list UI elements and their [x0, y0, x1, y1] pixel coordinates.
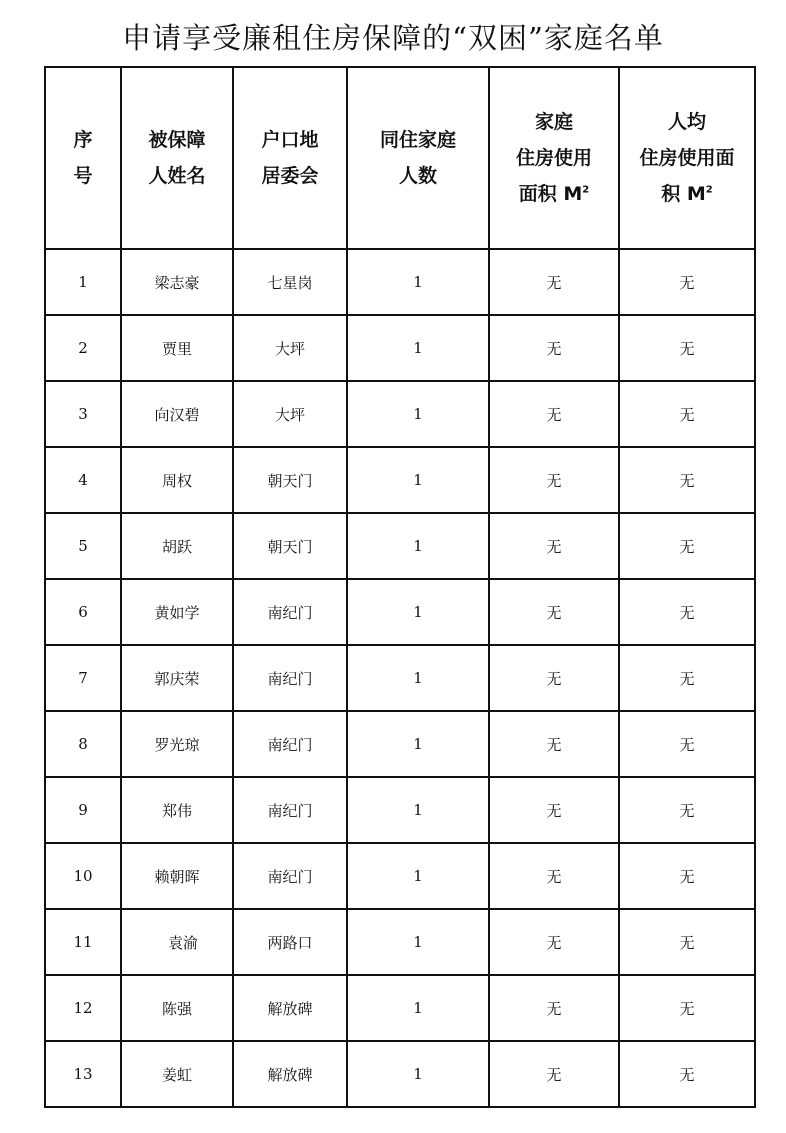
header-line: 住房使用 — [515, 147, 592, 169]
cell-members: 1 — [347, 777, 489, 843]
cell-members: 1 — [347, 975, 489, 1041]
header-line: 同住家庭 — [379, 129, 456, 151]
header-protected-person-name — [121, 67, 233, 249]
cell-members: 1 — [347, 1041, 489, 1107]
cell-per-capita-area: 无 — [619, 777, 755, 843]
header-line: 被保障 — [148, 129, 206, 151]
cell-per-capita-area: 无 — [619, 249, 755, 315]
cell-serial-number: 12 — [45, 975, 121, 1041]
cell-committee: 南纪门 — [233, 843, 347, 909]
cell-serial-number: 11 — [45, 909, 121, 975]
cell-name: 陈强 — [121, 975, 233, 1041]
table-row — [45, 645, 755, 711]
header-line: 人数 — [398, 165, 437, 187]
cell-name: 周权 — [121, 447, 233, 513]
table-row — [45, 513, 755, 579]
cell-family-area: 无 — [489, 381, 619, 447]
cell-members: 1 — [347, 579, 489, 645]
cell-name: 贾里 — [121, 315, 233, 381]
table-header-row — [45, 67, 755, 249]
cell-family-area: 无 — [489, 447, 619, 513]
cell-serial-number: 7 — [45, 645, 121, 711]
header-line — [620, 176, 754, 212]
table-row — [45, 909, 755, 975]
cell-name: 姜虹 — [121, 1041, 233, 1107]
cell-committee: 大坪 — [233, 315, 347, 381]
cell-family-area: 无 — [489, 843, 619, 909]
header-line: 住房使用面 — [639, 147, 735, 169]
cell-serial-number: 3 — [45, 381, 121, 447]
cell-per-capita-area: 无 — [619, 381, 755, 447]
header-line: 家庭 — [534, 111, 573, 133]
cell-family-area: 无 — [489, 777, 619, 843]
cell-name-text: 袁渝 — [167, 933, 198, 952]
header-line: 人姓名 — [148, 165, 206, 187]
cell-per-capita-area: 无 — [619, 513, 755, 579]
table-row — [45, 249, 755, 315]
cell-members: 1 — [347, 711, 489, 777]
header-per-capita-housing-area — [619, 67, 755, 249]
family-list-table — [44, 66, 756, 1108]
cell-name: 郭庆荣 — [121, 645, 233, 711]
header-line: 户口地 — [261, 129, 319, 151]
cell-committee: 七星岗 — [233, 249, 347, 315]
cell-members: 1 — [347, 843, 489, 909]
cell-committee: 南纪门 — [233, 711, 347, 777]
cell-serial-number: 9 — [45, 777, 121, 843]
cell-committee: 南纪门 — [233, 777, 347, 843]
cell-family-area: 无 — [489, 711, 619, 777]
cell-members: 1 — [347, 513, 489, 579]
header-line — [490, 176, 618, 212]
unit-superscript: 2 — [705, 184, 713, 196]
cell-family-area: 无 — [489, 645, 619, 711]
cell-members: 1 — [347, 447, 489, 513]
cell-name: 向汉碧 — [121, 381, 233, 447]
table-row — [45, 315, 755, 381]
header-line: 序 — [73, 129, 93, 151]
cell-name: 罗光琼 — [121, 711, 233, 777]
document-title: 申请享受廉租住房保障的“双困”家庭名单 — [122, 21, 664, 55]
cell-name: 赖朝晖 — [121, 843, 233, 909]
cell-serial-number: 5 — [45, 513, 121, 579]
header-residence-committee — [233, 67, 347, 249]
cell-family-area: 无 — [489, 975, 619, 1041]
cell-members: 1 — [347, 909, 489, 975]
cell-name: 黄如学 — [121, 579, 233, 645]
cell-committee: 朝天门 — [233, 513, 347, 579]
header-line: 人均 — [667, 111, 706, 133]
cell-name: 郑伟 — [121, 777, 233, 843]
cell-name: 胡跃 — [121, 513, 233, 579]
cell-members: 1 — [347, 315, 489, 381]
cell-family-area: 无 — [489, 1041, 619, 1107]
table-row — [45, 777, 755, 843]
header-family-housing-area — [489, 67, 619, 249]
unit-superscript: 2 — [582, 184, 590, 196]
cell-serial-number: 4 — [45, 447, 121, 513]
cell-per-capita-area: 无 — [619, 315, 755, 381]
cell-committee: 南纪门 — [233, 579, 347, 645]
cell-per-capita-area: 无 — [619, 1041, 755, 1107]
cell-committee: 解放碑 — [233, 975, 347, 1041]
cell-members: 1 — [347, 249, 489, 315]
cell-family-area: 无 — [489, 909, 619, 975]
cell-per-capita-area: 无 — [619, 843, 755, 909]
cell-committee: 朝天门 — [233, 447, 347, 513]
cell-serial-number: 13 — [45, 1041, 121, 1107]
cell-family-area: 无 — [489, 249, 619, 315]
cell-name: 梁志豪 — [121, 249, 233, 315]
cell-family-area: 无 — [489, 315, 619, 381]
header-line: 居委会 — [261, 165, 319, 187]
table-row — [45, 1041, 755, 1107]
cell-committee: 两路口 — [233, 909, 347, 975]
header-line-text: 积 M — [661, 183, 706, 205]
cell-committee: 南纪门 — [233, 645, 347, 711]
cell-name — [121, 909, 233, 975]
header-household-members — [347, 67, 489, 249]
table-row — [45, 975, 755, 1041]
header-line: 号 — [73, 165, 93, 187]
cell-serial-number: 1 — [45, 249, 121, 315]
cell-per-capita-area: 无 — [619, 711, 755, 777]
cell-per-capita-area: 无 — [619, 579, 755, 645]
cell-members: 1 — [347, 645, 489, 711]
cell-per-capita-area: 无 — [619, 975, 755, 1041]
table-row — [45, 381, 755, 447]
cell-members: 1 — [347, 381, 489, 447]
cell-serial-number: 6 — [45, 579, 121, 645]
table-row — [45, 843, 755, 909]
header-serial-number — [45, 67, 121, 249]
cell-family-area: 无 — [489, 513, 619, 579]
cell-per-capita-area: 无 — [619, 909, 755, 975]
cell-serial-number: 8 — [45, 711, 121, 777]
table-row — [45, 711, 755, 777]
cell-serial-number: 2 — [45, 315, 121, 381]
table-row — [45, 447, 755, 513]
table-row — [45, 579, 755, 645]
cell-per-capita-area: 无 — [619, 645, 755, 711]
cell-family-area: 无 — [489, 579, 619, 645]
cell-serial-number: 10 — [45, 843, 121, 909]
cell-committee: 大坪 — [233, 381, 347, 447]
cell-committee: 解放碑 — [233, 1041, 347, 1107]
cell-per-capita-area: 无 — [619, 447, 755, 513]
header-line-text: 面积 M — [518, 183, 583, 205]
